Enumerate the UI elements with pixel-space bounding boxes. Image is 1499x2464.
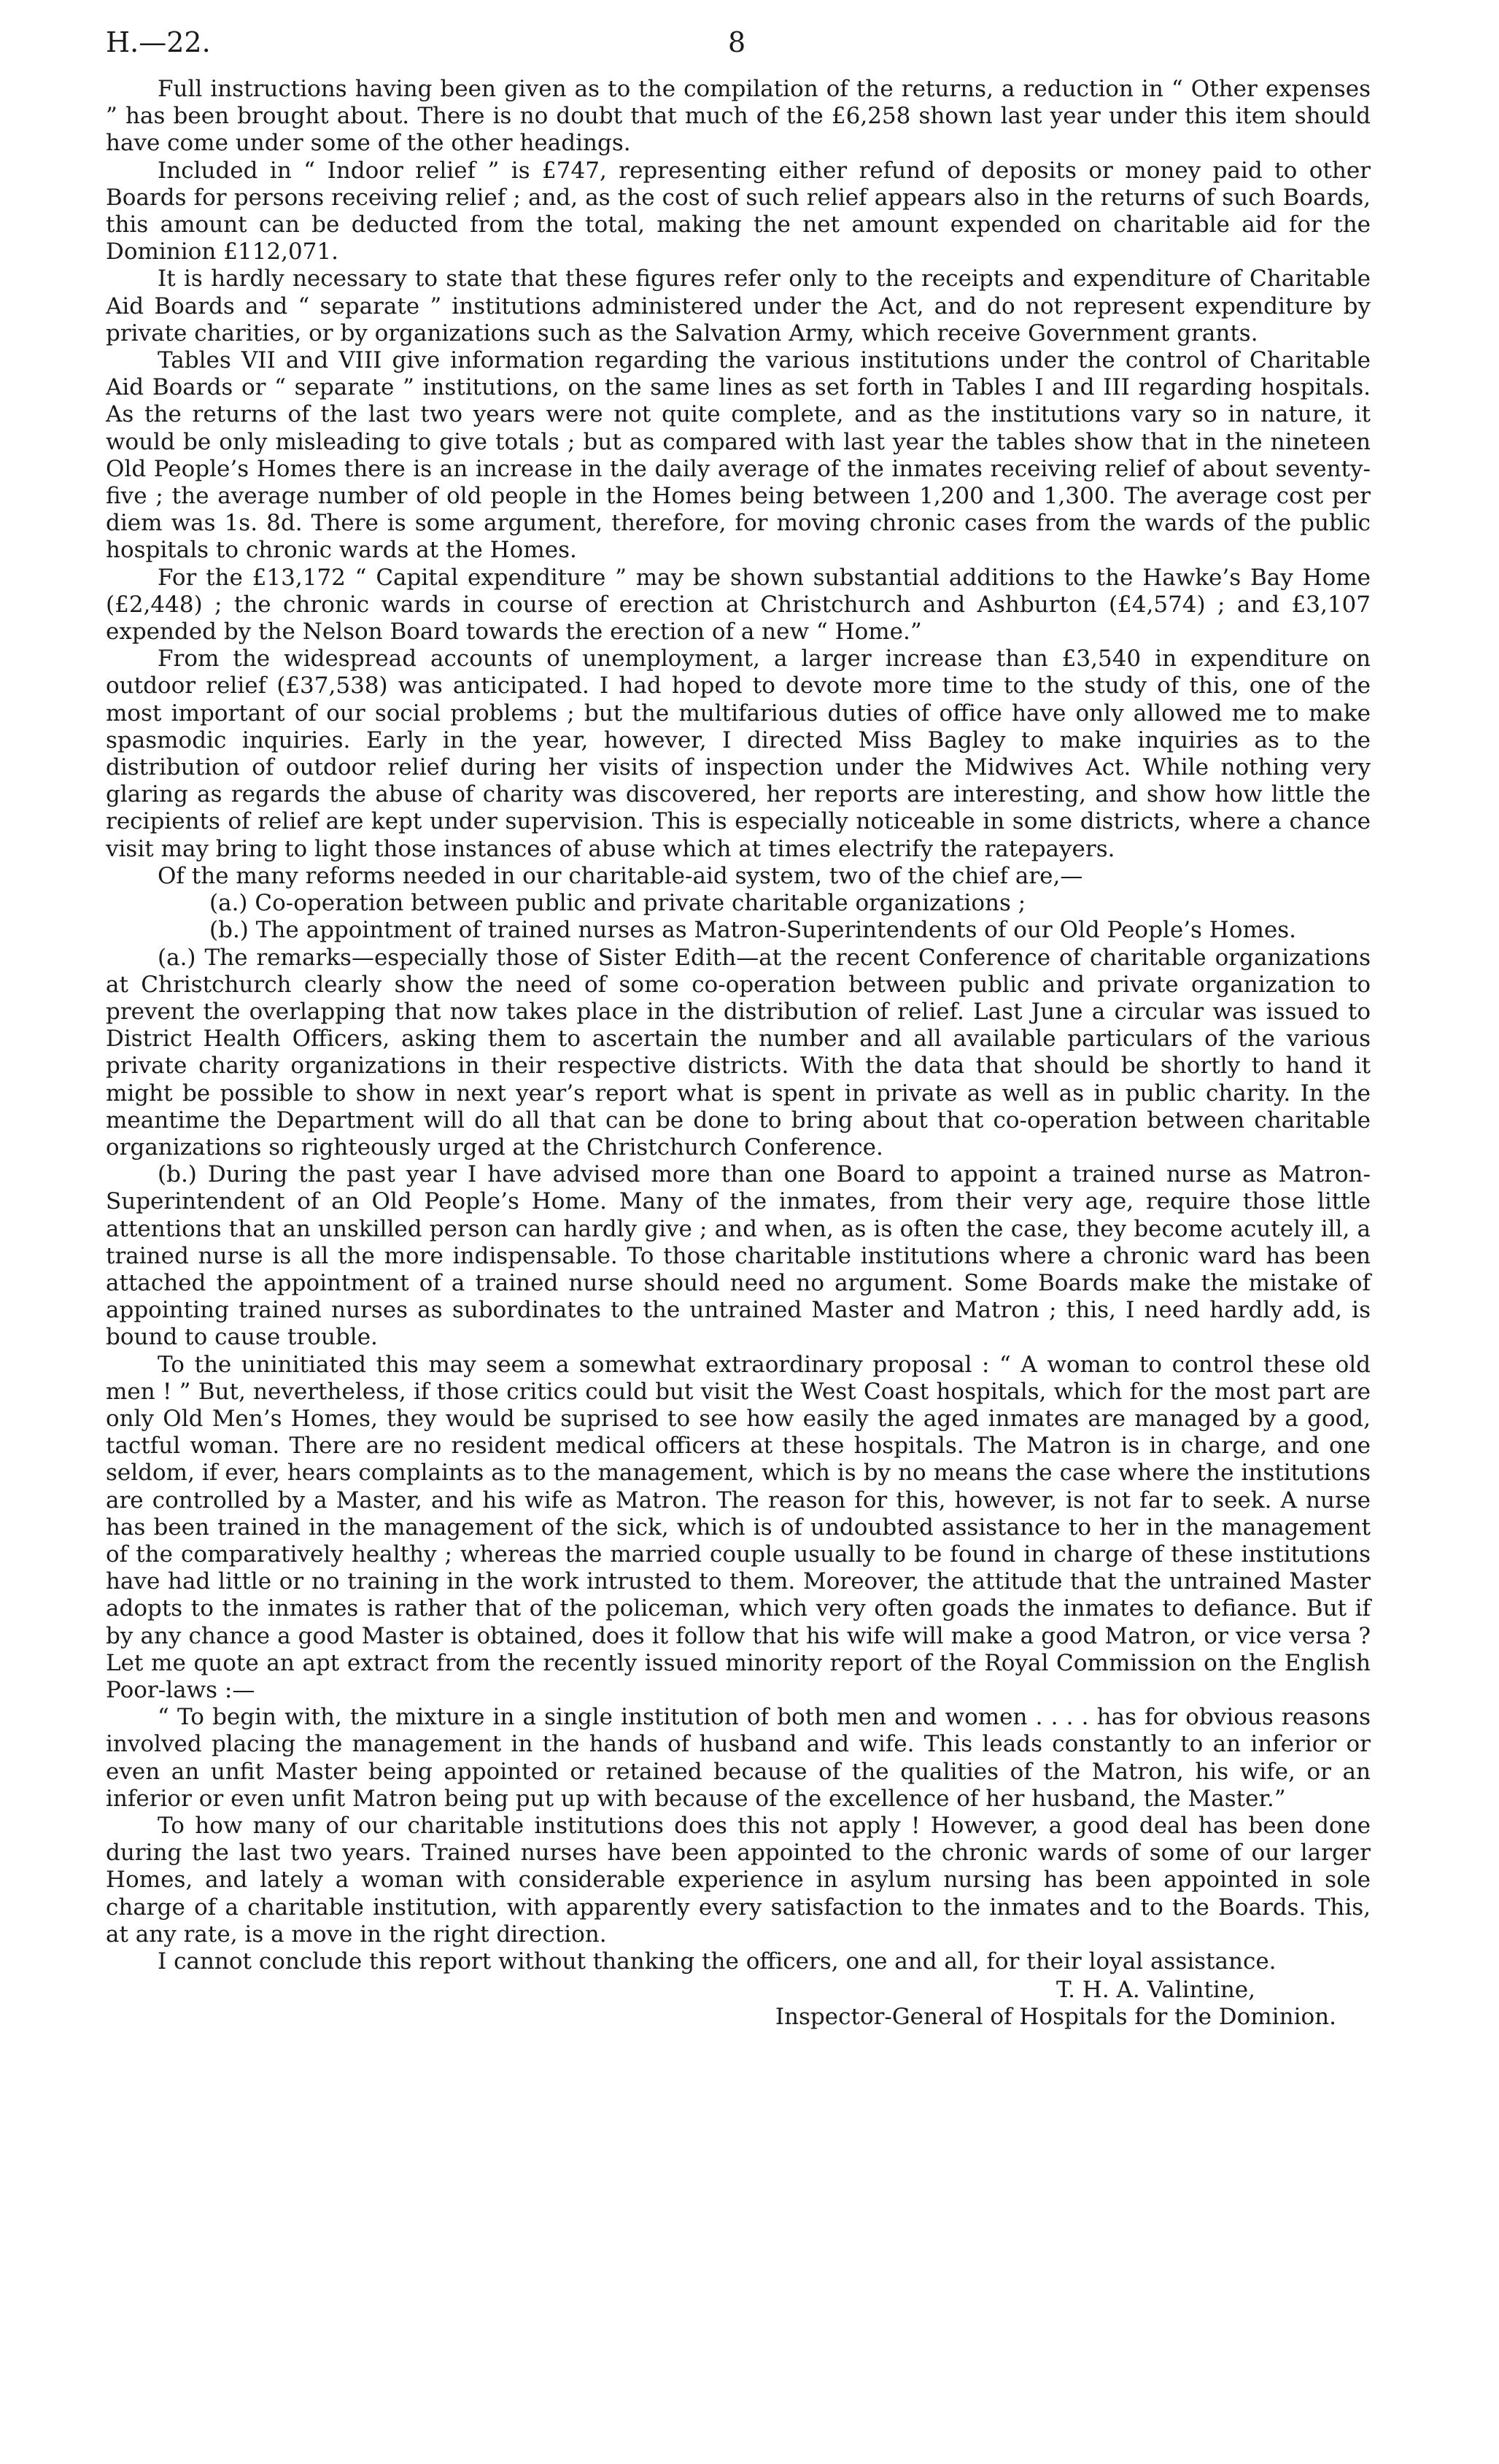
signature-block — [106, 1977, 1371, 2031]
paragraph: Of the many reforms needed in our charitable-aid system, two of the chief are,— — [158, 862, 1083, 889]
paragraph: From the widespread accounts of unemployment, a larger increase than £3,540 in expenditure on outdoor relief (£37,538) was anticipated. I had hoped to devote more time to the study of this, one of the most important of our social problems ; but the multifarious duties of office have only allowed me to make spasmodic inquiries. Early in the year, however, I directed Miss Bagley to make inquiries as to the distribution of outdoor relief during her visits of inspection under the Midwives Act. While nothing very glaring as regards the abuse of charity was discovered, her reports are interesting, and show how little the recipients of relief are kept under supervision. This is especially noticeable in some districts, where a chance visit may bring to light those instances of abuse which at times electrify the ratepayers. — [106, 646, 1371, 862]
paragraph: I cannot conclude this report without thanking the officers, one and all, for their loyal assistance. — [158, 1948, 1277, 1975]
paragraph: It is hardly necessary to state that these figures refer only to the receipts and expenditure of Charitable Aid Boards and “ separate ” institutions administered under the Act, and do not represent expenditure by private charities, or by organizations such as the Salvation Army, which receive Government grants. — [106, 266, 1371, 346]
paragraph: (b.) During the past year I have advised more than one Board to appoint a trained nurse as Matron-Superintendent of an Old People’s Home. Many of the inmates, from their very age, require those little attentions that an unskilled person can hardly give ; and when, as is often the case, they become acutely ill, a trained nurse is all the more indispensable. To those charitable institutions where a chronic ward has been attached the appointment of a trained nurse should need no argument. Some Boards make the mistake of appointing trained nurses as subordinates to the untrained Master and Matron ; this, I need hardly add, is bound to cause trouble. — [106, 1161, 1371, 1351]
page-header — [106, 26, 1371, 76]
signature-title: Inspector-General of Hospitals for the Dominion. — [775, 2004, 1336, 2031]
paragraph: To the uninitiated this may seem a somewhat extraordinary proposal : “ A woman to control these old men ! ” But, nevertheless, if those critics could but visit the West Coast hospitals, which for the most part are only Old Men’s Homes, they would be suprised to see how easily the aged inmates are managed by a good, tactful woman. There are no resident medical officers at these hospitals. The Matron is in charge, and one seldom, if ever, hears complaints as to the management, which is by no means the case where the institutions are controlled by a Master, and his wife as Matron. The reason for this, however, is not far to seek. A nurse has been trained in the management of the sick, which is of undoubted assistance to her in the management of the comparatively healthy ; whereas the married couple usually to be found in charge of these institutions have had little or no training in the work intrusted to them. Moreover, the attitude that the untrained Master adopts to the inmates is rather that of the policeman, which very often goads the inmates to defiance. But if by any chance a good Master is obtained, does it follow that his wife will make a good Matron, or vice versa ? Let me quote an apt extract from the recently issued minority report of the Royal Commission on the English Poor-laws :— — [106, 1351, 1371, 1703]
paragraph: Included in “ Indoor relief ” is £747, representing either refund of deposits or money paid to other Boards for persons receiving relief ; and, as the cost of such relief appears also in the returns of such Boards, this amount can be deducted from the total, making the net amount expended on charitable aid for the Dominion £112,071. — [106, 157, 1371, 266]
signature-name: T. H. A. Valintine, — [1056, 1977, 1255, 2004]
paragraph: For the £13,172 “ Capital expenditure ” may be shown substantial additions to the Hawke’s Bay Home (£2,448) ; the chronic wards in course of erection at Christchurch and Ashburton (£4,574) ; and £3,107 expended by the Nelson Board towards the erection of a new “ Home.” — [106, 564, 1371, 646]
paragraph: (a.) The remarks—especially those of Sister Edith—at the recent Conference of charitable organizations at Christchurch clearly show the need of some co-operation between public and private organization to prevent the overlapping that now takes place in the distribution of relief. Last June a circular was issued to District Health Officers, asking them to ascertain the number and all available particulars of the various private charity organizations in their respective districts. With the data that should be shortly to hand it might be possible to show in next year’s report what is spent in private as well as in public charity. In the meantime the Department will do all that can be done to bring about that co-operation between charitable organizations so righteously urged at the Christchurch Conference. — [106, 944, 1371, 1161]
quotation-paragraph: “ To begin with, the mixture in a single institution of both men and women . . . . has for obvious reasons involved placing the management in the hands of husband and wife. This leads constantly to an inferior or even an unfit Master being appointed or retained because of the qualities of the Matron, his wife, or an inferior or even unfit Matron being put up with because of the excellence of her husband, the Master.” — [106, 1704, 1371, 1812]
page-number: 8 — [728, 26, 746, 58]
paragraph: Tables VII and VIII give information regarding the various institutions under the control of Charitable Aid Boards or “ separate ” institutions, on the same lines as set forth in Tables I and III regarding hospitals. As the returns of the last two years were not quite complete, and as the institutions vary so in nature, it would be only misleading to give totals ; but as compared with last year the tables show that in the nineteen Old People’s Homes there is an increase in the daily average of the inmates receiving relief of about seventy-five ; the average number of old people in the Homes being between 1,200 and 1,300. The average cost per diem was 1s. 8d. There is some argument, therefore, for moving chronic cases from the wards of the public hospitals to chronic wards at the Homes. — [106, 347, 1371, 564]
reform-item: (b.) The appointment of trained nurses as Matron-Superintendents of our Old People’s Homes. — [209, 917, 1297, 944]
document-id: H.—22. — [106, 26, 211, 58]
report-body — [106, 76, 1371, 1975]
reform-item: (a.) Co-operation between public and private charitable organizations ; — [209, 890, 1026, 917]
paragraph: Full instructions having been given as to the compilation of the returns, a reduction in “ Other expenses ” has been brought about. There is no doubt that much of the £6,258 shown last year under this item should have come under some of the other headings. — [106, 76, 1371, 157]
paragraph: To how many of our charitable institutions does this not apply ! However, a good deal has been done during the last two years. Trained nurses have been appointed to the chronic wards of some of our larger Homes, and lately a woman with considerable experience in asylum nursing has been appointed in sole charge of a charitable institution, with apparently every satisfaction to the inmates and to the Boards. This, at any rate, is a move in the right direction. — [106, 1813, 1371, 1948]
